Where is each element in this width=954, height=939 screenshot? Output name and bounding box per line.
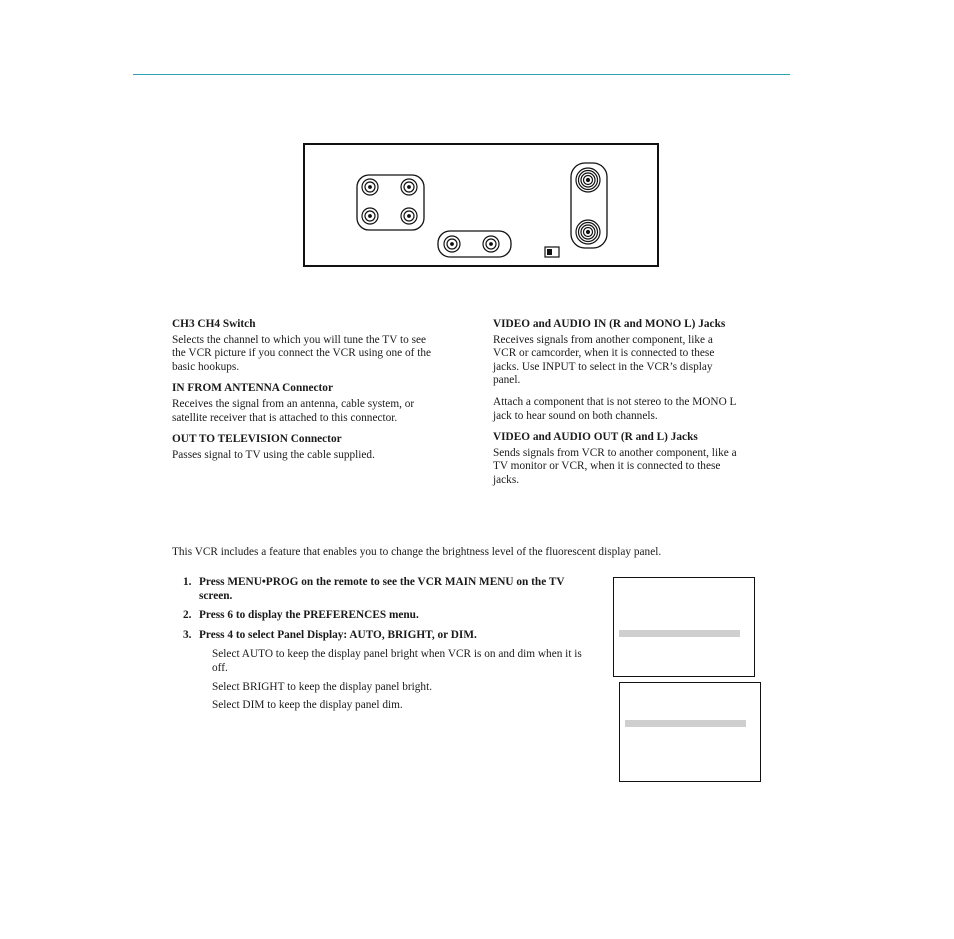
- jack-in-top-left: [362, 179, 378, 195]
- in-from-antenna-text: Receives the signal from an antenna, cable system, or satellite receiver that is attached to this connector.: [172, 397, 415, 424]
- jack-out-right: [483, 236, 499, 252]
- step-text: Press 6 to display the PREFERENCES menu.: [199, 609, 419, 622]
- option-dim: Select DIM to keep the display panel dim.: [212, 699, 403, 712]
- video-audio-out-text: Sends signals from VCR to another component, like a TV monitor or VCR, when it is connected to these jacks.: [493, 446, 737, 486]
- option-auto: Select AUTO to keep the display panel bright when VCR is on and dim when it is off.: [212, 648, 582, 674]
- preferences-menu-screen-illustration: [619, 682, 761, 782]
- display-brightness-intro: This VCR includes a feature that enables you to change the brightness level of the fluorescent display panel.: [172, 546, 662, 558]
- jack-in-bottom-left: [362, 208, 378, 224]
- video-audio-out-heading: VIDEO and AUDIO OUT (R and L) Jacks: [493, 431, 698, 444]
- audio-video-out-group: [438, 231, 511, 257]
- out-to-television-heading: OUT TO TELEVISION Connector: [172, 433, 342, 446]
- ch3-ch4-switch-heading: CH3 CH4 Switch: [172, 318, 256, 330]
- vcr-rear-panel-diagram: [303, 143, 659, 267]
- step-text: Press MENU•PROG on the remote to see the VCR MAIN MENU on the TV screen.: [199, 576, 565, 602]
- menu-highlight-bar: [625, 720, 746, 727]
- connector-descriptions-left: [172, 318, 432, 470]
- out-to-television-connector: [576, 220, 600, 244]
- option-bright: Select BRIGHT to keep the display panel bright.: [212, 680, 433, 693]
- display-brightness-steps: [183, 576, 583, 718]
- step-text: Press 4 to select Panel Display: AUTO, BRIGHT, or DIM.: [199, 628, 477, 641]
- step-number: 3.: [183, 628, 192, 641]
- mono-jack-note: Attach a component that is not stereo to the MONO L jack to hear sound on both channels.: [493, 395, 737, 422]
- video-audio-in-heading: VIDEO and AUDIO IN (R and MONO L) Jacks: [493, 318, 726, 330]
- step-3: [183, 629, 583, 643]
- jack-in-top-right: [401, 179, 417, 195]
- in-from-antenna-heading: IN FROM ANTENNA Connector: [172, 382, 333, 395]
- video-audio-in-text: Receives signals from another component, like a VCR or camcorder, when it is connected to these jacks. Use INPUT to select in the VCR’s display panel.: [493, 333, 715, 387]
- ch3-ch4-switch: [545, 247, 559, 257]
- rear-panel-drawing: [305, 145, 661, 269]
- step-1: [183, 576, 583, 603]
- step-2: [183, 609, 583, 623]
- jack-out-left: [444, 236, 460, 252]
- out-to-television-text: Passes signal to TV using the cable supplied.: [172, 448, 375, 461]
- step-number: 1.: [183, 576, 192, 588]
- menu-highlight-bar: [619, 630, 740, 637]
- connector-descriptions-right: [493, 318, 738, 496]
- main-menu-screen-illustration: [613, 577, 755, 677]
- ch3-ch4-switch-text: Selects the channel to which you will tune the TV to see the VCR picture if you connect the VCR using one of the basic hookups.: [172, 333, 432, 373]
- in-from-antenna-connector: [576, 168, 600, 192]
- header-rule: [133, 74, 790, 75]
- step-number: 2.: [183, 609, 192, 622]
- jack-in-bottom-right: [401, 208, 417, 224]
